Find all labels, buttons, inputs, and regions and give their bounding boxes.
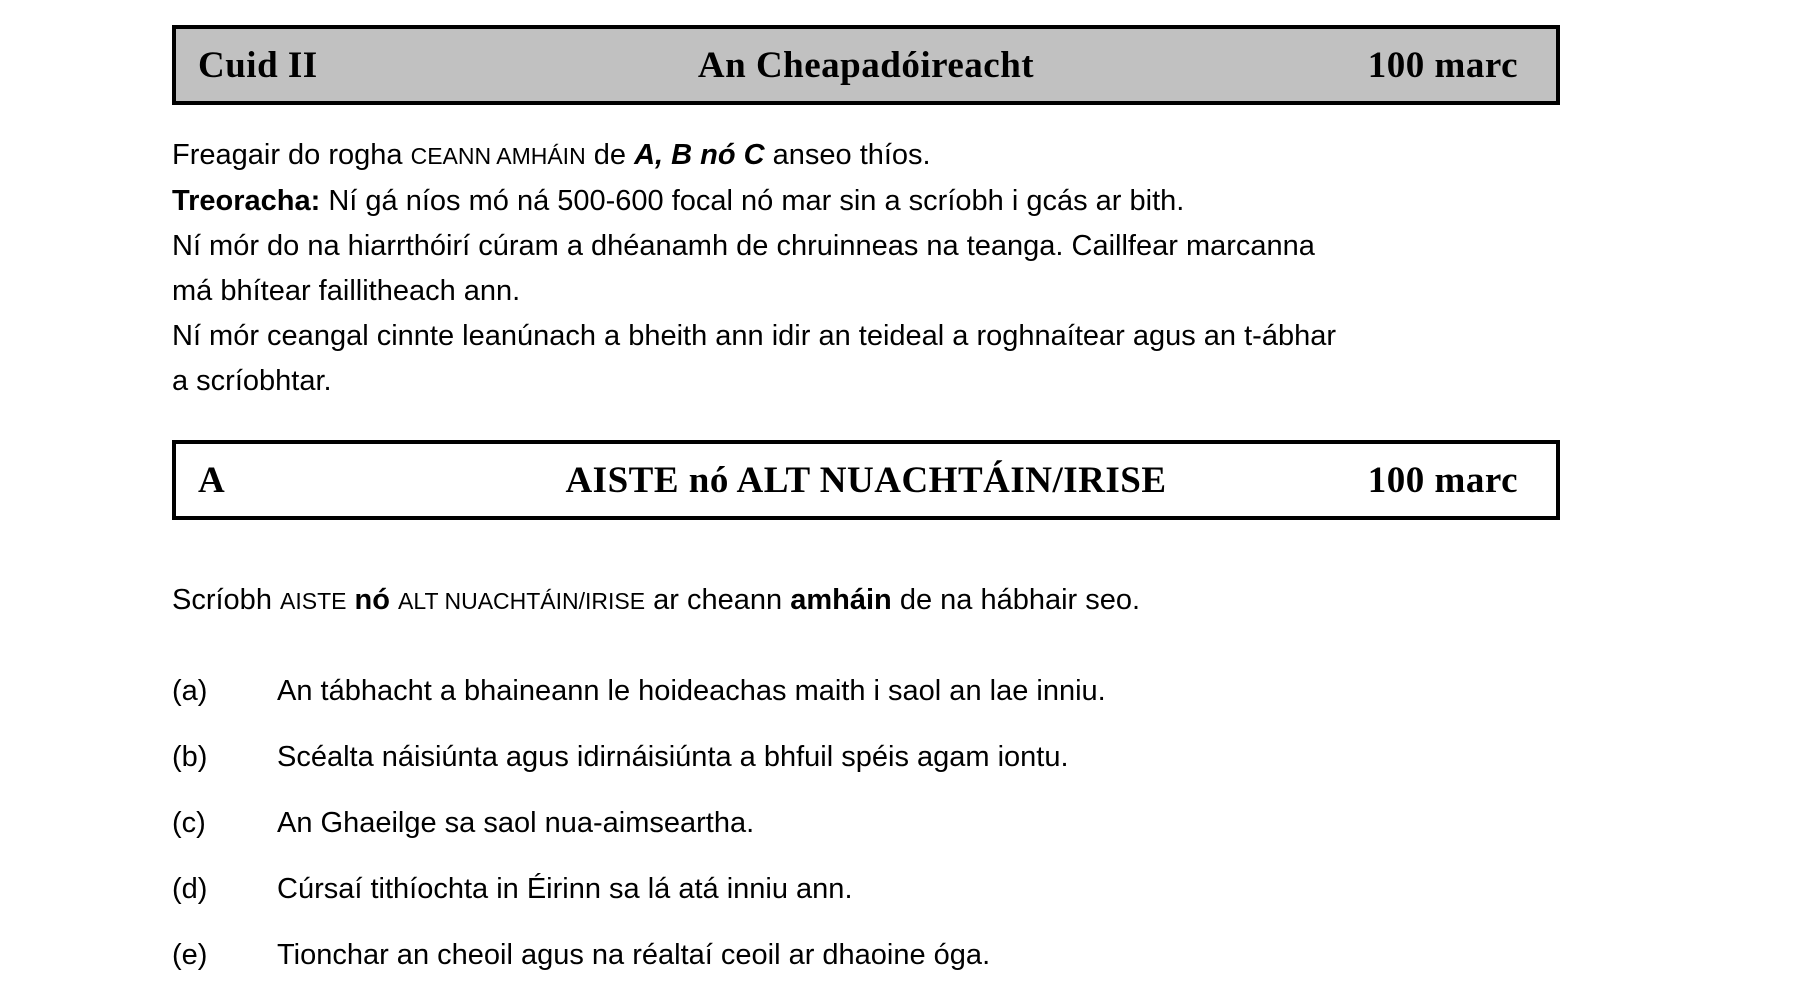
topic-text: Cúrsaí tithíochta in Éirinn sa lá atá inniu ann. — [277, 873, 853, 905]
topic-item — [172, 867, 1560, 912]
topic-item — [172, 735, 1560, 780]
essay-prompt — [172, 578, 1560, 624]
text-run: Ní gá níos mó ná 500-600 focal nó mar sin a scríobh i gcás ar bith. — [320, 185, 1185, 217]
text-run — [346, 584, 354, 616]
bold-run: nó — [354, 584, 390, 616]
smallcaps-run: AISTE — [280, 588, 347, 614]
part-title: An Cheapadóireacht — [697, 44, 1035, 86]
topic-label: (c) — [172, 807, 206, 839]
text-run: Freagair do rogha — [172, 139, 411, 171]
instruction-line-4: má bhítear faillitheach ann. — [172, 275, 521, 307]
instruction-line-5: Ní mór ceangal cinnte leanúnach a bheith ann idir an teideal a roghnaítear agus an t-ábhar — [172, 320, 1337, 352]
topic-text: An Ghaeilge sa saol nua-aimseartha. — [277, 807, 755, 839]
topic-item — [172, 801, 1560, 846]
topic-list — [172, 669, 1560, 978]
topic-label: (e) — [172, 939, 208, 971]
topic-text: Scéalta náisiúnta agus idirnáisiúnta a bhfuil spéis agam iontu. — [277, 741, 1069, 773]
exam-page — [172, 0, 1560, 999]
instruction-line-6: a scríobhtar. — [172, 365, 332, 397]
smallcaps-run: ALT NUACHTÁIN/IRISE — [398, 588, 646, 614]
bold-run: Treoracha: — [172, 185, 321, 217]
instructions — [172, 133, 1560, 404]
section-title: AISTE nó ALT NUACHTÁIN/IRISE — [565, 459, 1167, 501]
section-label: A — [198, 459, 226, 501]
topic-label: (b) — [172, 741, 208, 773]
instruction-line-3: Ní mór do na hiarrthóirí cúram a dhéanamh de chruinneas na teanga. Caillfear marcanna — [172, 230, 1315, 262]
bold-run: amháin — [790, 584, 892, 616]
section-marks: 100 marc — [1367, 459, 1518, 501]
topic-label: (d) — [172, 873, 208, 905]
instruction-line-2 — [172, 179, 1560, 224]
text-run: de — [585, 139, 635, 171]
section-a-header-box — [172, 440, 1560, 520]
text-run — [390, 584, 398, 616]
topic-label: (a) — [172, 675, 208, 707]
part-label: Cuid II — [198, 44, 318, 86]
instruction-line-1 — [172, 133, 1560, 179]
topic-text: An tábhacht a bhaineann le hoideachas maith i saol an lae inniu. — [277, 675, 1106, 707]
smallcaps-run: CEANN AMHÁIN — [410, 143, 586, 169]
part-header-box — [172, 25, 1560, 105]
text-run: anseo thíos. — [764, 139, 931, 171]
topic-text: Tionchar an cheoil agus na réaltaí ceoil ar dhaoine óga. — [277, 939, 991, 971]
part-marks: 100 marc — [1367, 44, 1518, 86]
text-run: ar cheann — [645, 584, 791, 616]
text-run: de na hábhair seo. — [891, 584, 1141, 616]
topic-item — [172, 669, 1560, 714]
text-run: Scríobh — [172, 584, 280, 616]
topic-item — [172, 933, 1560, 978]
bold-italic-run: A, B nó C — [634, 139, 765, 171]
